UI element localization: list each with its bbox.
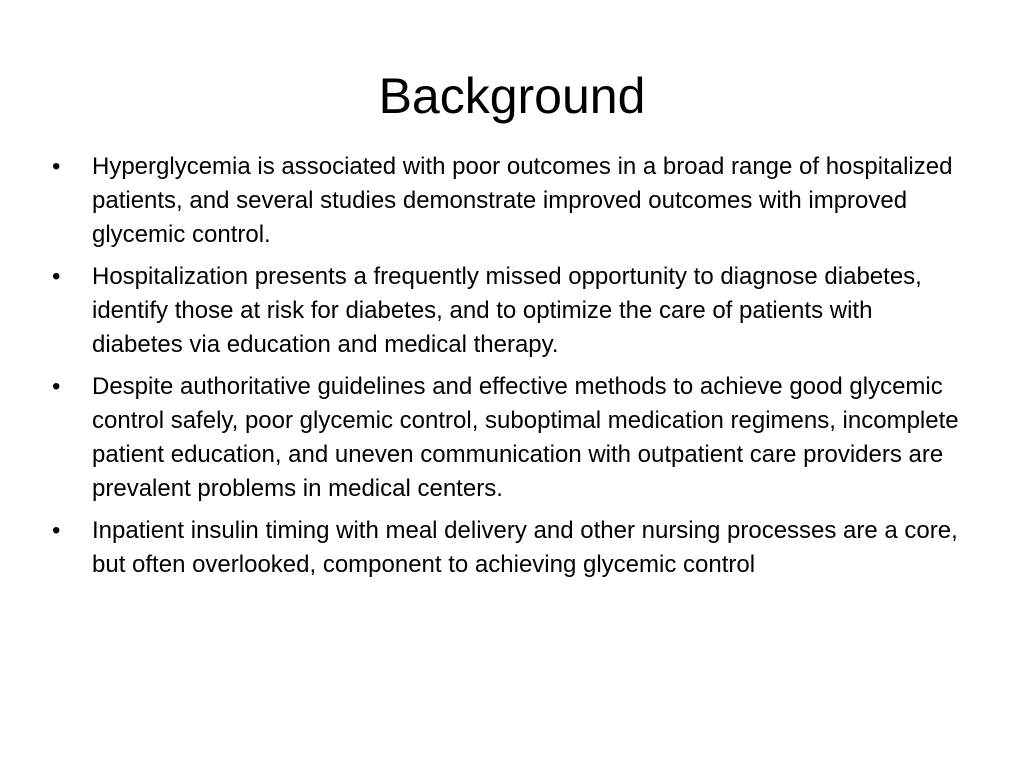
bullet-dot-icon: • xyxy=(52,153,61,180)
bullet-text: Hyperglycemia is associated with poor outcomes in a broad range of hospitalized patients, and several studies demonstrate improved outcomes with improved glycemic control. xyxy=(92,153,953,248)
bullet-dot-icon: • xyxy=(52,517,61,544)
bullet-dot-icon: • xyxy=(52,373,61,400)
bullet-text: Inpatient insulin timing with meal delivery and other nursing processes are a core, but often overlooked, component to achieving glycemic control xyxy=(92,517,958,578)
bullet-text: Hospitalization presents a frequently missed opportunity to diagnose diabetes, identify those at risk for diabetes, and to optimize the care of patients with diabetes via education and medical therapy. xyxy=(92,263,922,358)
bullet-item xyxy=(52,150,962,252)
bullet-text: Despite authoritative guidelines and effective methods to achieve good glycemic control safely, poor glycemic control, suboptimal medication regimens, incomplete patient education, and uneven communication with outpatient care providers are prevalent problems in medical centers. xyxy=(92,373,959,502)
slide-title: Background xyxy=(378,68,646,124)
bullet-dot-icon: • xyxy=(52,263,61,290)
bullet-item xyxy=(52,260,962,362)
bullet-list xyxy=(52,150,962,590)
bullet-item xyxy=(52,514,962,582)
bullet-item xyxy=(52,370,962,506)
